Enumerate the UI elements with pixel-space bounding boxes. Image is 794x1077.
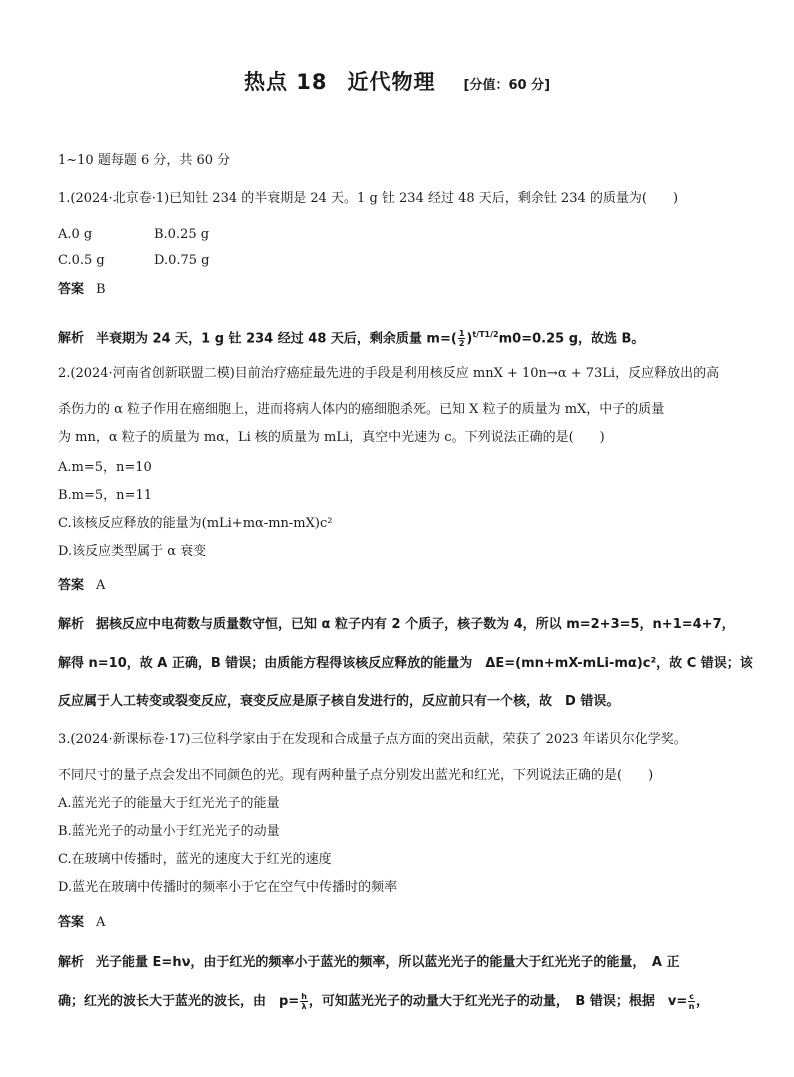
fraction: $\frac{1}{2}$ bbox=[458, 329, 465, 349]
q3-option-c: C.在玻璃中传播时，蓝光的速度大于红光的速度 bbox=[58, 852, 332, 867]
section-intro: 1~10 题每题 6 分，共 60 分 bbox=[58, 153, 231, 168]
q3-stem-line1: 3.(2024·新课标卷·17)三位科学家由于在发现和合成量子点方面的突出贡献，荣获了 2023 年诺贝尔化学奖。 bbox=[58, 732, 687, 747]
analysis-label: 解析 bbox=[58, 955, 85, 970]
answer-label: 答案 bbox=[58, 915, 85, 930]
exponent: t/T1/2 bbox=[472, 330, 499, 339]
q2-stem-line1: 2.(2024·河南省创新联盟二模)目前治疗癌症最先进的手段是利用核反应 mnX + 10n→α + 73Li，反应释放出的高 bbox=[58, 366, 720, 381]
answer-value: B bbox=[96, 282, 106, 297]
answer-value: A bbox=[96, 578, 106, 593]
q2-analysis-line2: 解得 n=10，故 A 正确，B 错误；由质能方程得该核反应释放的能量为 ΔE=(mn+mX-mLi-mα)c²，故 C 错误；该 bbox=[58, 656, 753, 671]
q2-option-d: D.该反应类型属于 α 衰变 bbox=[58, 544, 207, 559]
q1-stem: 1.(2024·北京卷·1)已知钍 234 的半衰期是 24 天。1 g 钍 234 经过 48 天后，剩余钍 234 的质量为( ) bbox=[58, 191, 679, 206]
analysis-label: 解析 bbox=[58, 617, 85, 632]
q2-answer bbox=[58, 577, 105, 595]
q2-option-b: B.m=5，n=11 bbox=[58, 488, 152, 503]
q1-options-row1 bbox=[58, 226, 210, 244]
title-subject: 近代物理 bbox=[347, 70, 436, 94]
q2-stem-line3: 为 mn，α 粒子的质量为 mα，Li 核的质量为 mLi，真空中光速为 c。下列说法正确的是( ) bbox=[58, 430, 605, 445]
q3-option-b: B.蓝光光子的动量小于红光光子的动量 bbox=[58, 824, 280, 839]
q2-analysis-line1: 解析 据核反应中电荷数与质量数守恒，已知 α 粒子内有 2 个质子，核子数为 4，所以 m=2+3=5，n+1=4+7， bbox=[58, 617, 735, 632]
q2-stem-line2: 杀伤力的 α 粒子作用在癌细胞上，进而将病人体内的癌细胞杀死。已知 X 粒子的质量为 mX，中子的质量 bbox=[58, 402, 665, 417]
q2-option-a: A.m=5，n=10 bbox=[58, 460, 152, 475]
answer-label: 答案 bbox=[58, 282, 85, 297]
q1-option-d: D.0.75 g bbox=[154, 253, 210, 268]
q2-analysis-line3: 反应属于人工转变或裂变反应，衰变反应是原子核自发进行的，反应前只有一个核，故 D 错误。 bbox=[58, 694, 620, 709]
fraction: $\frac{c}{n}$ bbox=[688, 992, 695, 1011]
q3-analysis-line2: 确；红光的波长大于蓝光的波长，由 p= $\frac{h}{\lambda}$ ，可知蓝光光子的动量大于红光光子的动量， B 错误；根据 v= $\frac{c}{n}$ ， bbox=[58, 992, 709, 1011]
q1-analysis: 解析 半衰期为 24 天，1 g 钍 234 经过 48 天后，剩余质量 m=( $\frac{1}{2}$ )$^{t/T1/2}$m0=0.25 g，故选 B。 bbox=[58, 329, 645, 349]
q1-option-c: C.0.5 g bbox=[58, 253, 105, 268]
q2-option-c: C.该核反应释放的能量为(mLi+mα-mn-mX)c² bbox=[58, 516, 333, 531]
answer-label: 答案 bbox=[58, 578, 85, 593]
q3-analysis-line1: 解析 光子能量 E=hν，由于红光的频率小于蓝光的频率，所以蓝光光子的能量大于红光光子的能量， A 正 bbox=[58, 955, 680, 970]
q3-option-d: D.蓝光在玻璃中传播时的频率小于它在空气中传播时的频率 bbox=[58, 880, 398, 895]
page-title bbox=[0, 66, 794, 96]
answer-value: A bbox=[96, 915, 106, 930]
q1-option-a: A.0 g bbox=[58, 227, 93, 242]
q1-options-row2 bbox=[58, 252, 210, 270]
score-note: [分值：60 分] bbox=[463, 78, 551, 93]
title-topic: 热点 18 bbox=[243, 70, 328, 94]
q3-answer bbox=[58, 914, 105, 932]
q1-answer bbox=[58, 281, 106, 299]
q3-stem-line2: 不同尺寸的量子点会发出不同颜色的光。现有两种量子点分别发出蓝光和红光，下列说法正确的是( ) bbox=[58, 768, 654, 783]
q3-option-a: A.蓝光光子的能量大于红光光子的能量 bbox=[58, 796, 280, 811]
fraction: $\frac{h}{\lambda}$ bbox=[301, 992, 307, 1011]
analysis-label: 解析 bbox=[58, 331, 85, 347]
q1-option-b: B.0.25 g bbox=[154, 227, 210, 242]
